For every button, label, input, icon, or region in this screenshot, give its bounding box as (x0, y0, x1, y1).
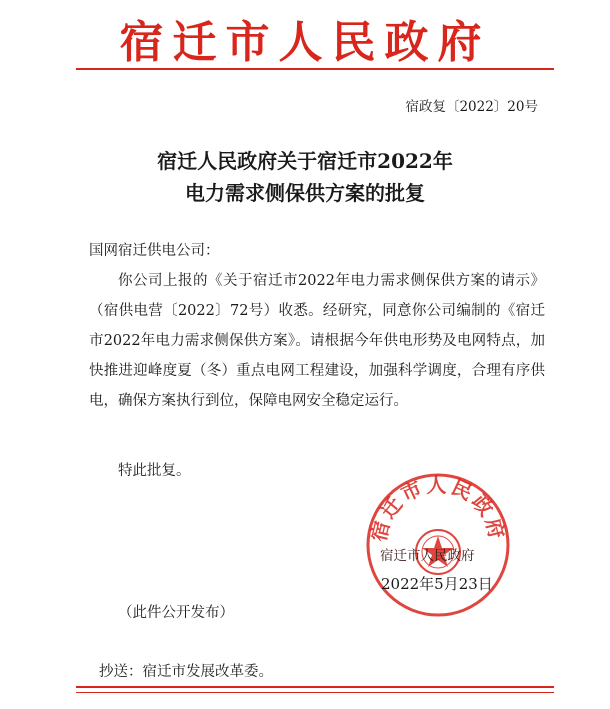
header-divider (76, 68, 554, 70)
header-title: 宿迁市人民政府 (119, 17, 491, 68)
body-paragraph: 你公司上报的《关于宿迁市2022年电力需求侧保供方案的请示》（宿供电营〔2022〕72号）收悉。经研究，同意你公司编制的《宿迁市2022年电力需求侧保供方案》。请根据今年供电形势及电网特点，加快推进迎峰度夏（冬）重点电网工程建设，加强科学调度，合理有序供电，确保方案执行到位，保障电网安全稳定运行。 (89, 273, 545, 409)
signatory: 宿迁市人民政府 (380, 548, 475, 564)
document-number: 宿政复〔2022〕20号 (405, 99, 538, 115)
addressee: 国网宿迁供电公司： (89, 243, 220, 259)
closing-statement: 特此批复。 (118, 463, 191, 479)
cc-line: 抄送：宿迁市发展改革委。 (99, 664, 273, 680)
seal-text: 宿迁市人民政府 (366, 472, 510, 544)
footer-divider (76, 686, 554, 688)
svg-text:宿迁市人民政府 (366, 473, 509, 544)
footer-divider-thin (76, 692, 554, 693)
document-title-line1: 宿迁人民政府关于宿迁市2022年 (157, 149, 453, 173)
publication-note: （此件公开发布） (118, 605, 234, 621)
document-title-line2: 电力需求侧保供方案的批复 (185, 181, 425, 205)
issue-date: 2022年5月23日 (381, 575, 493, 593)
